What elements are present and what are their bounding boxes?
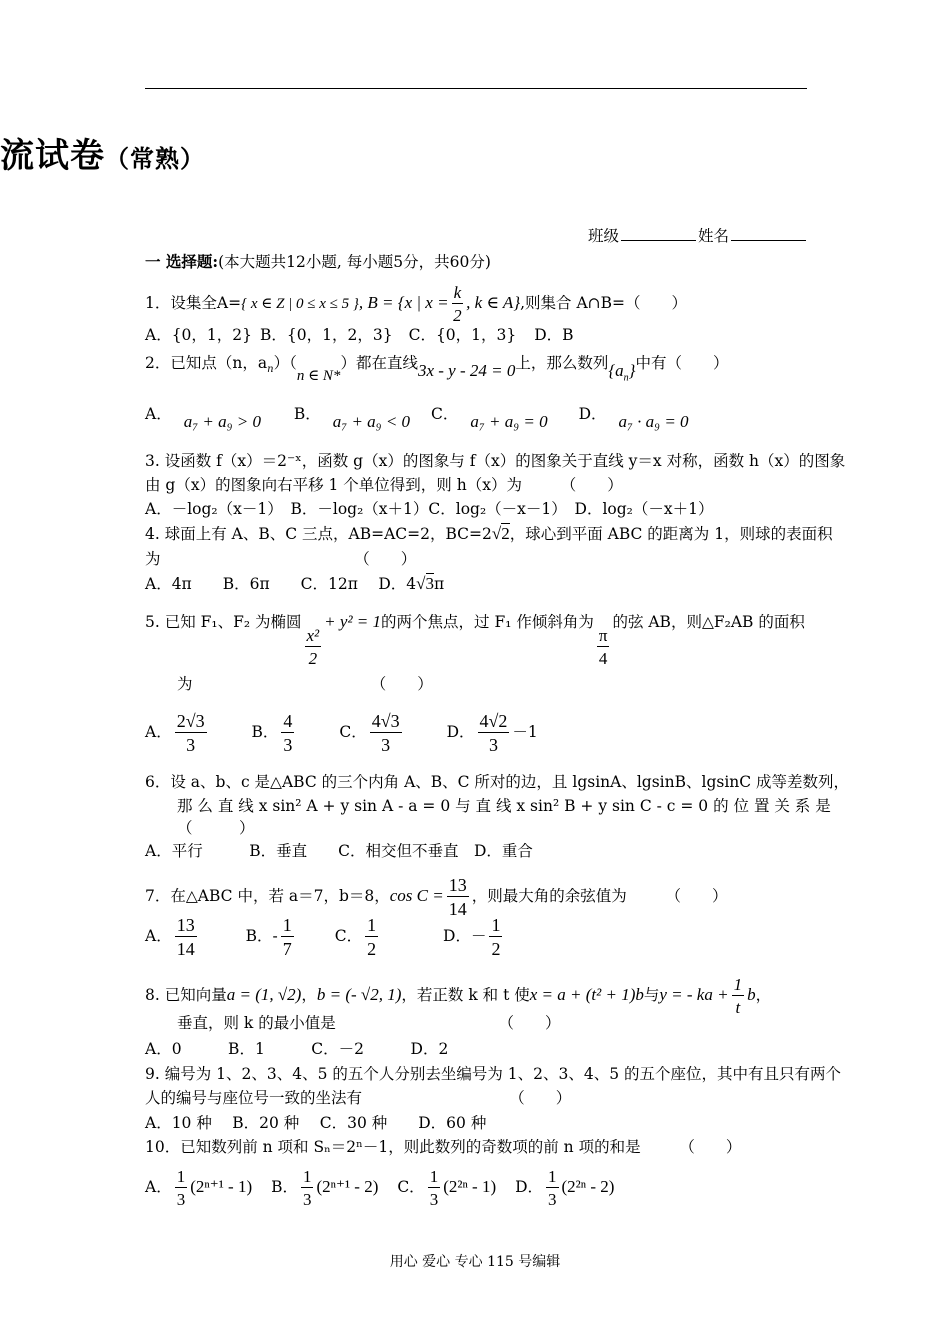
section-heading: 一 选择题:(本大题共12小题, 每小题5分，共60分) (145, 252, 491, 271)
question-10: 10．已知数列前 n 项和 Sₙ＝2ⁿ－1，则此数列的奇数项的前 n 项的和是 （ ） (145, 1138, 742, 1156)
class-name-fields: 班级 姓名 (588, 226, 808, 246)
header-rule (145, 88, 807, 89)
question-8-options: A．0 B．1 C．－2 D．2 (145, 1040, 449, 1058)
question-2: 2．已知点（n，$a_n)(n$ ∈ N*）都在直线3x - y - 24 = 0上，那么数列$\{a_n\}$中有（ ） (145, 354, 729, 384)
question-6-line-2: 那 么 直 线 x sin² A + y sin A - a = 0 与 直 线 x sin² B + y sin C - c = 0 的 位 置 关 系 是 (177, 797, 831, 815)
question-3-line-2: 由 g（x）的图象向右平移 1 个单位得到，则 h（x）为 （ ） (145, 476, 623, 494)
question-10-options: A． $\frac{1}{3}$ (2ⁿ⁺¹ - 1) B． $\frac{1}{3}$ (2ⁿ⁺¹ - 2) C． $\frac{1}{3}$ (2²ⁿ - 1) D． $\frac{1}{3}$ (2²ⁿ - 2) (145, 1167, 615, 1209)
question-8-line-2: 垂直，则 k 的最小值是 （ ） (177, 1014, 561, 1032)
question-5-options: A． $\frac{2√3}{3}$ B． $\frac{4}{3}$ C． $\frac{4√3}{3}$ D． $\frac{4√2}{3}$ －1 (145, 711, 538, 755)
class-field[interactable] (621, 226, 696, 241)
page-title: 流试卷（常熟） (0, 136, 205, 176)
question-6-options: A．平行 B．垂直 C．相交但不垂直 D．重合 (145, 842, 533, 860)
question-5: 5. 已知 F₁、F₂ 为椭圆 $\frac{\text{x²}}{2}$ + y² = 1的两个焦点，过 F₁ 作倾斜角为 $\frac{\pi}{4}$ 的弦 AB，则△F₂AB 的面积 (145, 612, 805, 668)
question-2-options: A． a₇ + a₉ > 0 B． a₇ + a₉ < 0 C． a₇ + a₉ = 0 D． a₇ · a₉ = 0 (145, 405, 689, 431)
question-9-line-1: 9. 编号为 1、2、3、4、5 的五个人分别去坐编号为 1、2、3、4、5 的五个座位，其中有且只有两个 (145, 1065, 842, 1083)
question-6-line-1: 6．设 a、b、c 是△ABC 的三个内角 A、B、C 所对的边，且 lgsinA、lgsinB、lgsinC 成等差数列， (145, 773, 850, 791)
question-4-line-1: 4. 球面上有 A、B、C 三点，AB=AC=2，BC=2√2，球心到平面 ABC 的距离为 1，则球的表面积 (145, 524, 833, 543)
name-field[interactable] (731, 226, 806, 241)
question-5-line-2: 为 （ ） (177, 675, 433, 693)
question-4-options: A．4π B．6π C．12π D．4√3π (145, 574, 445, 593)
question-7-options: A． $\frac{13}{14}$ B．- $\frac{1}{7}$ C． $\frac{1}{2}$ D．－ $\frac{1}{2}$ (145, 915, 501, 959)
question-8: 8. 已知向量a = (1, √2)，b = (- √2, 1)，若正数 k 和 t 使x = a + (t² + 1)b与y = - ka + $\frac{1}{t}$ b， (145, 975, 772, 1017)
question-1-options: A．{0，1，2} B．{0，1，2，3} C．{0，1，3} D．B (145, 326, 574, 344)
question-9-options: A．10 种 B．20 种 C．30 种 D．60 种 (145, 1114, 487, 1132)
question-3-options: A．－log₂（x－1） B．－log₂（x＋1）C．log₂（－x－1） D．log₂（－x＋1） (145, 500, 714, 518)
question-3-line-1: 3. 设函数 f（x）＝2⁻ˣ，函数 g（x）的图象与 f（x）的图象关于直线 y＝x 对称，函数 h（x）的图象 (145, 452, 846, 470)
question-9-line-2: 人的编号与座位号一致的坐法有 （ ） (145, 1089, 572, 1107)
question-6-line-3: （ ） (177, 819, 255, 837)
question-1: 1．设集全A={ x ∈ Z | 0 ≤ x ≤ 5 }, B = {x | x = $\frac{k}{2}$ , k ∈ A},则集合 A∩B=（ ） (145, 283, 688, 325)
question-4-line-2: 为 （ ） (145, 550, 417, 568)
page-footer: 用心 爱心 专心 115 号编辑 (389, 1254, 561, 1270)
question-7: 7．在△ABC 中，若 a＝7，b＝8，cos C = $\frac{13}{14}$ ，则最大角的余弦值为 （ ） (145, 875, 728, 919)
